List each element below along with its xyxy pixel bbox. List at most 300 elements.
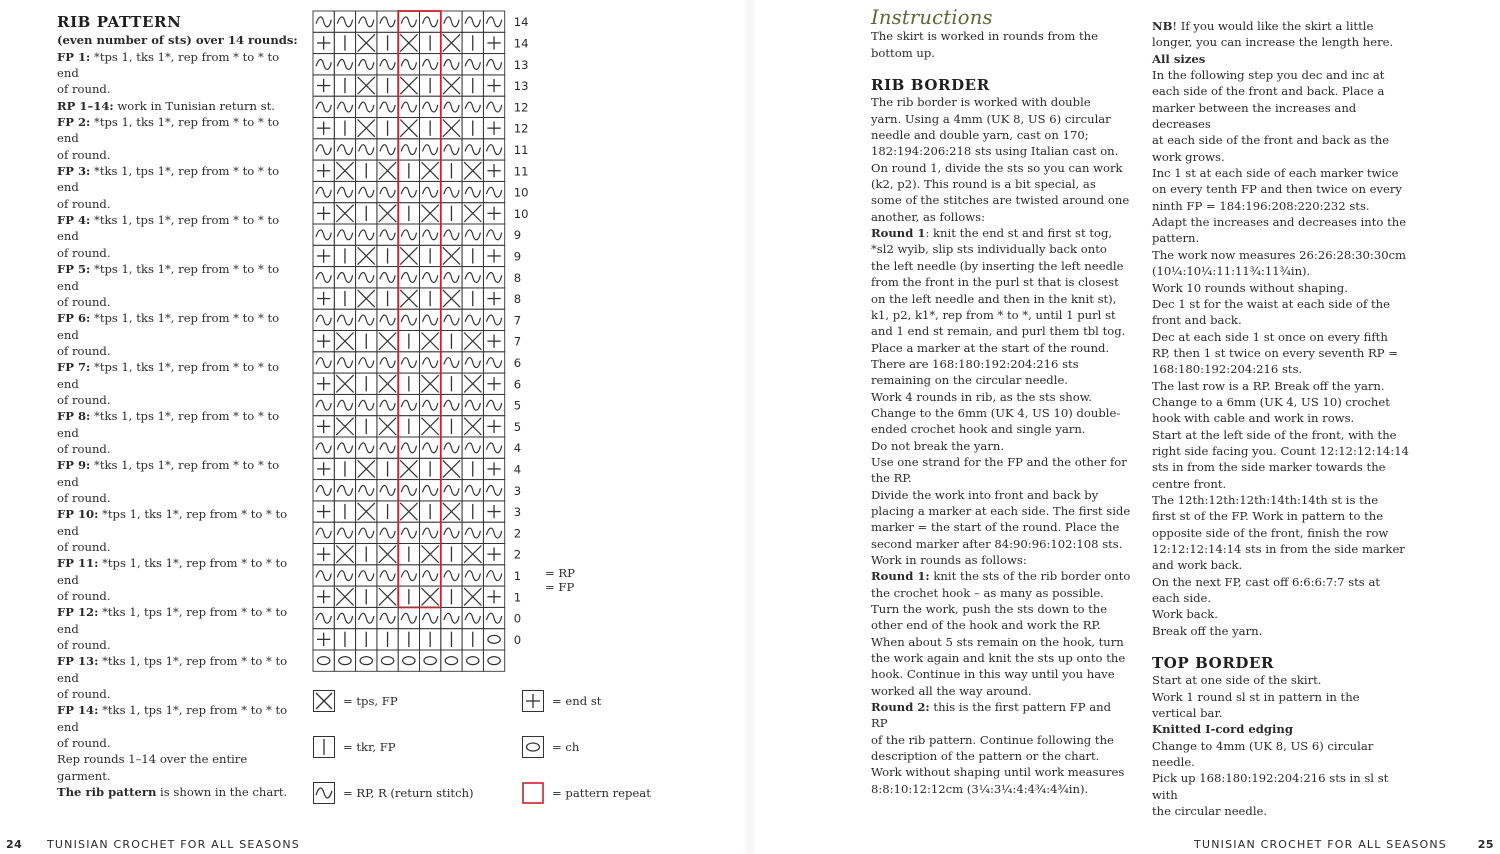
instruction-line [1152,803,1412,819]
rib-pattern-line-text: of round. [57,245,111,260]
instruction-line-text: marker = the start of the round. Place the [871,520,1120,535]
instruction-line [1152,296,1412,312]
rib-pattern-line [57,147,302,163]
rib-pattern-line-label: FP 5: [57,262,91,277]
instruction-line [871,372,1131,388]
chart-cell-return-stitch [441,565,462,586]
chart-cell-return-stitch [441,480,462,501]
chart-cell-return-stitch [483,96,504,117]
chart-cell-tps-fp [398,118,419,139]
chart-cell-return-stitch [398,181,419,202]
rib-pattern-line-text: of round. [57,540,111,554]
chart-cell-return-stitch [313,309,334,330]
instruction-line [871,28,1131,44]
chart-row-number: 14 [513,36,529,51]
rib-pattern-line-text: of round. [57,589,111,604]
chart-cell-chain [356,650,377,671]
rib-pattern-line [57,784,302,800]
chart-cell-return-stitch [334,565,355,586]
instruction-line [871,111,1131,127]
footer-right [1194,838,1494,851]
chart-cell-return-stitch [377,565,398,586]
instruction-line [871,421,1131,437]
instruction-line-text: Change to the 6mm (UK 4, US 10) double- [871,405,1121,420]
chart-cell-tkr-fp [398,416,419,437]
chart-cell-tps-fp [462,203,483,224]
chart-cell-return-stitch [377,352,398,373]
instruction-line-text: Dec at each side 1 st once on every fifth [1152,329,1388,344]
chart-cell-end-stitch [483,544,504,565]
instruction-line [871,340,1131,356]
chart-cell-return-stitch [420,565,441,586]
chart-row-number: 7 [513,313,522,328]
chart-cell-tps-fp [377,160,398,181]
chart-cell-tps-fp [398,288,419,309]
chart-cell-return-stitch [313,437,334,458]
instruction-line-text: this is the first pattern FP and RP [871,700,1111,731]
instructions-col-2 [1152,18,1412,820]
instruction-line-text: Start at the left side of the front, with the [1152,427,1397,442]
chart-cell-end-stitch [313,373,334,394]
chart-cell-return-stitch [441,437,462,458]
instruction-line-text: When about 5 sts remain on the hook, turn [871,634,1124,649]
instruction-line [1152,67,1412,83]
instruction-line-text: Do not break the yarn. [871,438,1005,453]
chart-cell-return-stitch [398,565,419,586]
instruction-line-text: On the next FP, cast off 6:6:6:7:7 sts at [1152,574,1381,589]
chart-cell-return-stitch [313,11,334,32]
chart-cell-return-stitch [313,96,334,117]
chart-cell-end-stitch [483,118,504,139]
instruction-line-label: Knitted I-cord edging [1152,722,1293,737]
rib-pattern-line-text: of round. [57,638,111,653]
rib-pattern-line [57,359,302,392]
rib-pattern-line-label: FP 7: [57,360,91,375]
rib-pattern-line-label: FP 3: [57,164,91,179]
instruction-line-text: each side. [1152,591,1212,606]
chart-cell-end-stitch [483,203,504,224]
instruction-line-text: Work back. [1152,607,1218,622]
instruction-line [1152,427,1412,443]
instruction-line-text: from the front in the purl st that is closest [871,275,1119,290]
instruction-line [871,568,1131,584]
chart-cell-tkr-fp [356,629,377,650]
instruction-line-label: Round 1: [871,569,930,584]
instruction-line [1152,181,1412,197]
rib-pattern-line-label: FP 12: [57,605,99,620]
instruction-line [871,127,1131,143]
chart-cell-return-stitch [420,267,441,288]
running-head-left: TUNISIAN CROCHET FOR ALL SEASONS [47,838,300,851]
instruction-line-text: The 12th:12th:12th:14th:14th st is the [1152,492,1379,507]
rib-pattern-line [57,49,302,82]
instruction-line-text: 168:180:192:204:216 sts. [1152,362,1303,377]
chart-cell-return-stitch [377,522,398,543]
instruction-line [1152,508,1412,524]
rib-pattern-line [57,751,302,784]
rib-pattern-line-label: FP 14: [57,703,99,718]
chart-cell-tkr-fp [420,501,441,522]
chart-cell-tps-fp [441,118,462,139]
rib-pattern-line-text: *tps 1, tks 1*, rep from * to * to end [57,360,280,391]
chart-cell-tps-fp [462,373,483,394]
chart-cell-tkr-fp [441,373,462,394]
instruction-line-text: the left needle (by inserting the left needle [871,258,1124,273]
instruction-line-text: Adapt the increases and decreases into the [1152,215,1407,230]
instruction-line-text: In the following step you dec and inc at [1152,68,1385,83]
chart-cell-return-stitch [313,352,334,373]
chart-cell-tkr-fp [420,245,441,266]
chart-cell-chain [462,650,483,671]
instruction-line [871,666,1131,682]
chart-cell-return-stitch [377,224,398,245]
chart-cell-tkr-fp [420,629,441,650]
rp-row-legend: = RP [545,566,575,580]
chart-cell-end-stitch [313,32,334,53]
chart-cell-tkr-fp [377,245,398,266]
instruction-line [1152,51,1412,67]
chart-cell-end-stitch [313,544,334,565]
chart-cell-tkr-fp [377,501,398,522]
chart-cell-tkr-fp [462,245,483,266]
chart-cell-tps-fp [398,245,419,266]
chart-cell-chain [313,650,334,671]
rib-pattern-line [57,310,302,343]
chart-cell-return-stitch [398,139,419,160]
rib-pattern-line [57,196,302,212]
rib-pattern-line [57,539,302,555]
chart-cell-tps-fp [441,75,462,96]
chart-cell-return-stitch [420,224,441,245]
instruction-line [871,699,1131,732]
chart-row-number: 1 [513,590,522,605]
chart-row-number: 4 [513,441,522,456]
rib-pattern-subtitle: (even number of sts) over 14 rounds: [57,33,298,48]
rib-pattern-line-text: is shown in the chart. [156,785,288,800]
chart-cell-return-stitch [313,139,334,160]
instruction-line [871,241,1131,257]
chart-cell-tkr-fp [334,629,355,650]
instruction-line-text: Change to a 6mm (UK 4, US 10) crochet [1152,394,1390,409]
rib-pattern-line-text: of round. [57,736,111,751]
instruction-line [1152,770,1412,803]
instruction-line [871,650,1131,666]
chart-cell-return-stitch [398,437,419,458]
chart-cell-return-stitch [334,309,355,330]
chart-cell-return-stitch [356,522,377,543]
instruction-line-text: worked all the way around. [871,683,1032,698]
instruction-line [1152,541,1412,557]
chart-cell-return-stitch [334,224,355,245]
chart-cell-tps-fp [420,331,441,352]
chart-cell-return-stitch [420,11,441,32]
instructions-col-1-lines [871,28,1131,797]
chart-row-number: 13 [513,79,529,94]
rib-pattern-line [57,588,302,604]
key-end-label: = end st [552,694,602,708]
instruction-line-text: 8:8:10:12:12cm (3¼:3¼:4:4¾:4¾in). [871,781,1089,796]
instruction-line [1152,198,1412,214]
rib-pattern-line-text: of round. [57,147,111,162]
chart-cell-return-stitch [313,607,334,628]
rib-pattern-line [57,506,302,539]
chart-cell-return-stitch [356,352,377,373]
instruction-line-text: sts in from the side marker towards the [1152,460,1386,475]
chart-cell-tkr-fp [334,288,355,309]
instruction-line [1152,132,1412,148]
chart-cell-end-stitch [313,75,334,96]
page-number-right: 25 [1477,838,1494,851]
rib-pattern-line-text: *tps 1, tks 1*, rep from * to * to end [57,556,288,587]
chart-row-number: 11 [513,142,529,157]
chain-icon [522,736,544,758]
chart-cell-tkr-fp [420,118,441,139]
chart-cell-tkr-fp [420,288,441,309]
instruction-line-text: Turn the work, push the sts down to the [871,602,1108,617]
instruction-line [1152,378,1412,394]
instruction-line-text: of the rib pattern. Continue following the [871,732,1114,747]
chart-cell-tkr-fp [462,629,483,650]
chart-cell-return-stitch [398,607,419,628]
chart-row-number: 2 [513,547,522,562]
chart-cell-return-stitch [462,565,483,586]
chart-cell-return-stitch [462,267,483,288]
rib-pattern-line-text: *tks 1, tps 1*, rep from * to * to end [57,703,288,734]
instruction-line-text: Work 4 rounds in rib, as the sts show. [871,389,1092,404]
instruction-line [1152,34,1412,50]
chart-row-number: 6 [513,377,522,392]
rib-pattern-line [57,245,302,261]
chart-cell-return-stitch [377,394,398,415]
rib-pattern-line [57,653,302,686]
instruction-line-text: and work back. [1152,558,1243,573]
chart-cell-return-stitch [334,267,355,288]
chart-cell-tps-fp [334,331,355,352]
chart-cell-return-stitch [398,309,419,330]
chart-cell-return-stitch [441,267,462,288]
rib-pattern-line-label: FP 6: [57,311,91,326]
tps-fp-icon [313,690,335,712]
chart-row-number: 0 [513,632,522,647]
chart-cell-end-stitch [483,75,504,96]
chart-row-number: 8 [513,292,522,307]
chart-cell-tkr-fp [334,32,355,53]
chart-cell-return-stitch [441,139,462,160]
chart-cell-end-stitch [313,629,334,650]
chart-cell-return-stitch [441,607,462,628]
chart-cell-tkr-fp [356,544,377,565]
instruction-line [871,225,1131,241]
chart-cell-tkr-fp [441,416,462,437]
chart-cell-return-stitch [356,607,377,628]
instruction-line-text: some of the stitches are twisted around one [871,193,1130,208]
instruction-line-text: centre front. [1152,476,1227,491]
key-tps-label: = tps, FP [343,694,398,708]
instruction-line-text: description of the pattern or the chart. [871,749,1100,764]
chart-cell-tkr-fp [377,458,398,479]
chart-cell-tkr-fp [356,416,377,437]
chart-cell-tkr-fp [441,331,462,352]
rib-pattern-line-label: FP 9: [57,458,91,473]
chart-row-number: 4 [513,462,522,477]
instruction-line [871,258,1131,274]
chart-cell-tkr-fp [334,458,355,479]
instruction-line-text: 182:194:206:218 sts using Italian cast on. [871,144,1119,159]
rib-pattern-line [57,555,302,588]
instruction-line-text: Change to 4mm (UK 8, US 6) circular [1152,738,1374,753]
chart-cell-return-stitch [334,139,355,160]
chart-cell-return-stitch [483,522,504,543]
chart-cell-tps-fp [356,75,377,96]
chart-cell-end-stitch [483,373,504,394]
instruction-line [871,617,1131,633]
chart-cell-return-stitch [398,394,419,415]
chart-cell-return-stitch [356,139,377,160]
chart-cell-tps-fp [420,373,441,394]
chart-cell-tps-fp [377,544,398,565]
chart-cell-return-stitch [462,522,483,543]
chart-cell-tkr-fp [334,245,355,266]
rib-pattern-line-label: FP 13: [57,654,99,669]
chart-cell-return-stitch [334,181,355,202]
chart-cell-tkr-fp [398,331,419,352]
instruction-line [1152,459,1412,475]
chart-cell-return-stitch [377,181,398,202]
chart-cell-tps-fp [462,331,483,352]
chart-cell-return-stitch [398,480,419,501]
chart-cell-tps-fp [462,160,483,181]
instruction-line-text: Dec 1 st for the waist at each side of the [1152,296,1390,311]
chart-cell-return-stitch [356,309,377,330]
chart-cell-return-stitch [398,522,419,543]
chart-cell-tps-fp [441,288,462,309]
chart-cell-return-stitch [483,565,504,586]
rib-pattern-line [57,604,302,637]
chart-cell-tps-fp [398,75,419,96]
chart-cell-return-stitch [420,607,441,628]
chart-cell-return-stitch [483,11,504,32]
instruction-line [1152,410,1412,426]
rib-pattern-line [57,490,302,506]
rib-pattern-line-text: *tks 1, tps 1*, rep from * to * to end [57,605,288,636]
rib-pattern-line-text: *tps 1, tks 1*, rep from * to * to end [57,507,288,538]
instruction-line-text: Pick up 168:180:192:204:216 sts in sl st with [1152,771,1389,802]
chart-cell-return-stitch [483,139,504,160]
rib-pattern-line-text: of round. [57,392,111,407]
tkr-fp-icon [313,736,335,758]
chart-cell-tps-fp [334,544,355,565]
instruction-line-label: All sizes [1152,51,1206,66]
chart-cell-return-stitch [356,224,377,245]
footer-left [6,838,300,851]
chart-row-number: 5 [513,419,522,434]
chart-cell-return-stitch [334,607,355,628]
chart-cell-tps-fp [420,160,441,181]
instruction-line-label: Round 2: [871,700,930,715]
chart-cell-return-stitch [398,224,419,245]
instruction-line [1152,738,1412,754]
chart-cell-return-stitch [420,352,441,373]
instruction-line-text: 12:12:12:14:14 sts in from the side marker [1152,542,1405,556]
instruction-line-text: work grows. [1152,149,1225,164]
chart-cell-return-stitch [313,181,334,202]
instruction-line-text: Work 10 rounds without shaping. [1152,280,1348,295]
chart-cell-return-stitch [377,11,398,32]
instruction-line [871,634,1131,650]
instruction-line [1152,574,1412,590]
chart-cell-end-stitch [483,331,504,352]
chart-grid [312,10,546,672]
chart-cell-return-stitch [377,96,398,117]
instruction-line [871,781,1131,797]
chart-cell-end-stitch [483,32,504,53]
instruction-line [871,438,1131,454]
chart-cell-end-stitch [313,160,334,181]
instruction-line-text: the circular needle. [1152,804,1268,819]
rib-pattern-line [57,343,302,359]
chart-cell-tkr-fp [334,118,355,139]
chart-cell-tps-fp [441,458,462,479]
chart-row-number: 0 [513,611,522,626]
rib-pattern-lines [57,49,302,801]
rib-pattern-line [57,163,302,196]
instruction-line [1152,83,1412,99]
instruction-line-text: marker between the increases and decreases [1152,100,1357,132]
return-stitch-icon [313,782,335,804]
instruction-line [871,45,1131,61]
instruction-line-text: (k2, p2). This round is a bit special, as [871,177,1096,192]
instruction-line-text: placing a marker at each side. The first side [871,503,1131,518]
chart-cell-return-stitch [441,11,462,32]
chart-cell-return-stitch [334,437,355,458]
instruction-line [871,732,1131,748]
instruction-line [871,94,1131,110]
instruction-line-text: another, as follows: [871,209,985,224]
chart-cell-end-stitch [483,586,504,607]
instruction-line-text: Work without shaping until work measures [871,765,1125,780]
chart-cell-end-stitch [313,118,334,139]
instruction-line [1152,476,1412,492]
instruction-line-text: bottom up. [871,45,935,60]
instruction-line-text: right side facing you. Count 12:12:12:14:14 [1152,443,1409,458]
chart-cell-tps-fp [377,416,398,437]
instruction-line-text: needle and double yarn, cast on 170; [871,128,1089,143]
instruction-line-text: There are 168:180:192:204:216 sts [871,356,1079,371]
chart-row-number: 7 [513,334,522,349]
chart-cell-tkr-fp [334,75,355,96]
chart-cell-tps-fp [356,32,377,53]
instruction-line [1152,721,1412,737]
chart-cell-return-stitch [462,437,483,458]
rib-pattern-text [57,14,302,801]
section-heading: TOP BORDER [1152,654,1275,673]
chart-cell-return-stitch [441,522,462,543]
instruction-line [1152,492,1412,508]
instruction-line-text: On round 1, divide the sts so you can work [871,160,1123,175]
chart-cell-tkr-fp [356,203,377,224]
chart-cell-tkr-fp [356,586,377,607]
instruction-line [1152,247,1412,263]
chart-cell-return-stitch [420,394,441,415]
rib-pattern-line-text: *tks 1, tps 1*, rep from * to * to end [57,654,288,685]
chart-cell-tps-fp [377,586,398,607]
chart-cell-return-stitch [420,181,441,202]
chart-cell-tps-fp [334,416,355,437]
rib-pattern-line-label: FP 2: [57,115,91,130]
instruction-line [1152,329,1412,345]
key-ch-label: = ch [552,740,580,754]
rib-pattern-line [57,81,302,97]
